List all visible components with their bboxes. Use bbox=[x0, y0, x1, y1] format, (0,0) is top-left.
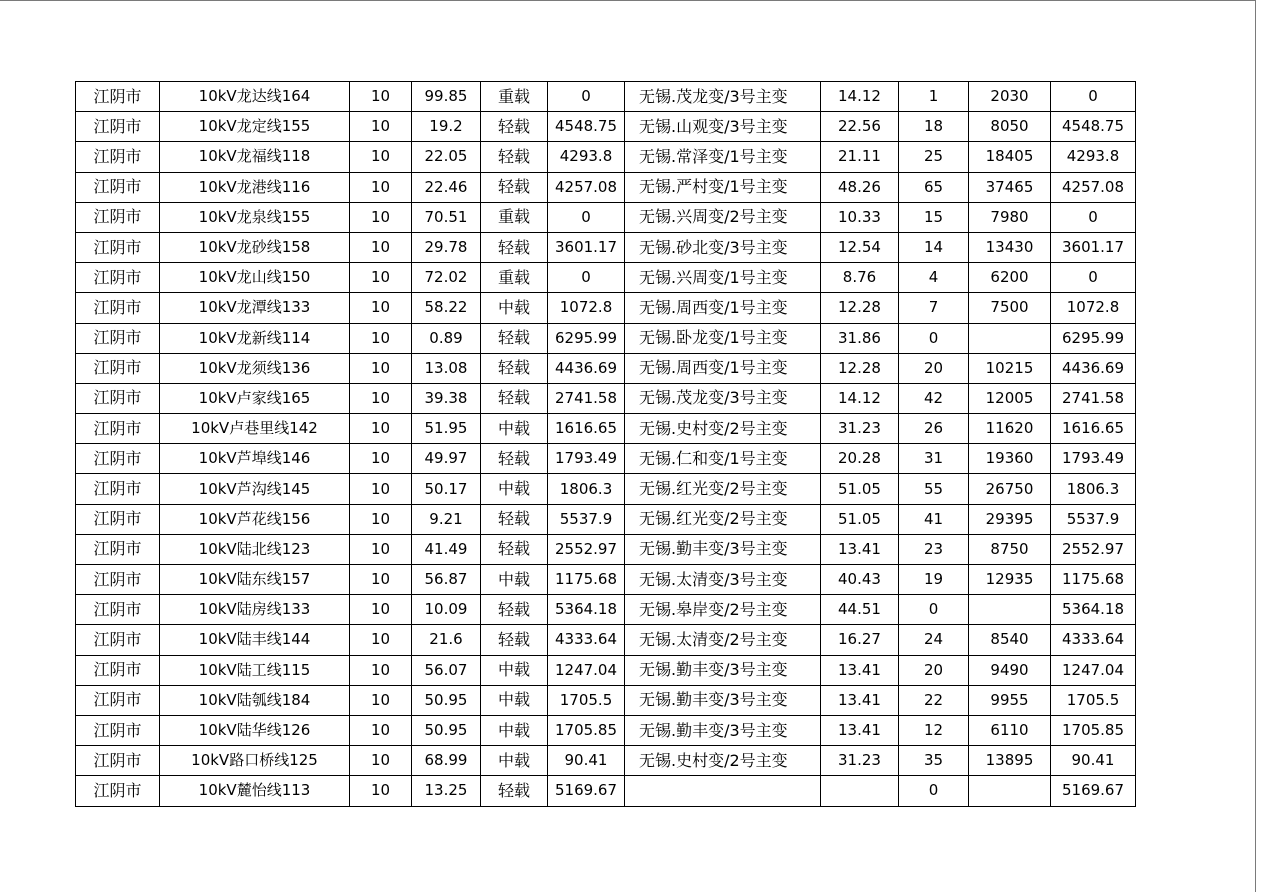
cell-load-status: 中载 bbox=[481, 414, 548, 444]
table-row bbox=[76, 474, 1136, 504]
table-row bbox=[76, 232, 1136, 262]
cell-remaining-capacity: 1705.85 bbox=[1051, 715, 1136, 745]
cell-load-status: 轻载 bbox=[481, 444, 548, 474]
cell-remaining-capacity: 1072.8 bbox=[1051, 293, 1136, 323]
cell-load-rate: 68.99 bbox=[412, 746, 481, 776]
cell-remaining-capacity: 4548.75 bbox=[1051, 112, 1136, 142]
cell-count: 1 bbox=[899, 82, 969, 112]
cell-load-rate: 41.49 bbox=[412, 534, 481, 564]
cell-line-name: 10kV龙山线150 bbox=[160, 263, 350, 293]
cell-substation-transformer: 无锡.勤丰变/3号主变 bbox=[625, 655, 821, 685]
cell-voltage: 10 bbox=[350, 595, 412, 625]
table-row bbox=[76, 353, 1136, 383]
cell-voltage: 10 bbox=[350, 504, 412, 534]
table-row bbox=[76, 444, 1136, 474]
cell-count: 18 bbox=[899, 112, 969, 142]
cell-count: 42 bbox=[899, 383, 969, 413]
cell-city: 江阴市 bbox=[76, 383, 160, 413]
cell-load-rate: 50.95 bbox=[412, 715, 481, 745]
cell-available-capacity: 2552.97 bbox=[548, 534, 625, 564]
cell-load-rate: 22.05 bbox=[412, 142, 481, 172]
cell-available-capacity: 4333.64 bbox=[548, 625, 625, 655]
cell-load-status: 中载 bbox=[481, 655, 548, 685]
cell-count: 0 bbox=[899, 776, 969, 806]
table-row bbox=[76, 565, 1136, 595]
cell-load-status: 轻载 bbox=[481, 534, 548, 564]
cell-count: 14 bbox=[899, 232, 969, 262]
cell-load-rate: 21.6 bbox=[412, 625, 481, 655]
cell-available-capacity: 1705.5 bbox=[548, 685, 625, 715]
cell-load-rate: 0.89 bbox=[412, 323, 481, 353]
cell-available-capacity: 1072.8 bbox=[548, 293, 625, 323]
cell-remaining-capacity: 1806.3 bbox=[1051, 474, 1136, 504]
cell-available-capacity: 0 bbox=[548, 82, 625, 112]
cell-load-status: 中载 bbox=[481, 685, 548, 715]
cell-available-capacity: 4548.75 bbox=[548, 112, 625, 142]
cell-capacity: 19360 bbox=[969, 444, 1051, 474]
cell-capacity: 29395 bbox=[969, 504, 1051, 534]
cell-line-name: 10kV龙须线136 bbox=[160, 353, 350, 383]
cell-available-capacity: 4436.69 bbox=[548, 353, 625, 383]
cell-count: 41 bbox=[899, 504, 969, 534]
cell-load-status: 重载 bbox=[481, 202, 548, 232]
cell-city: 江阴市 bbox=[76, 142, 160, 172]
cell-capacity: 18405 bbox=[969, 142, 1051, 172]
cell-capacity: 6200 bbox=[969, 263, 1051, 293]
cell-capacity bbox=[969, 776, 1051, 806]
cell-available-capacity: 5364.18 bbox=[548, 595, 625, 625]
cell-substation-transformer: 无锡.兴周变/1号主变 bbox=[625, 263, 821, 293]
table-row bbox=[76, 172, 1136, 202]
cell-capacity: 8540 bbox=[969, 625, 1051, 655]
cell-count: 23 bbox=[899, 534, 969, 564]
cell-line-name: 10kV麓怡线113 bbox=[160, 776, 350, 806]
cell-substation-transformer: 无锡.勤丰变/3号主变 bbox=[625, 534, 821, 564]
cell-capacity bbox=[969, 595, 1051, 625]
cell-substation-transformer: 无锡.勤丰变/3号主变 bbox=[625, 715, 821, 745]
cell-capacity bbox=[969, 323, 1051, 353]
cell-remaining-capacity: 5169.67 bbox=[1051, 776, 1136, 806]
cell-load-rate: 49.97 bbox=[412, 444, 481, 474]
table-row bbox=[76, 595, 1136, 625]
cell-substation-transformer bbox=[625, 776, 821, 806]
cell-line-name: 10kV龙潭线133 bbox=[160, 293, 350, 323]
table-row bbox=[76, 82, 1136, 112]
table-row bbox=[76, 323, 1136, 353]
cell-substation-transformer: 无锡.史村变/2号主变 bbox=[625, 746, 821, 776]
cell-city: 江阴市 bbox=[76, 534, 160, 564]
cell-substation-transformer: 无锡.卧龙变/1号主变 bbox=[625, 323, 821, 353]
cell-load-rate: 50.95 bbox=[412, 685, 481, 715]
feeder-load-table bbox=[75, 81, 1136, 807]
cell-count: 7 bbox=[899, 293, 969, 323]
cell-load-rate: 13.08 bbox=[412, 353, 481, 383]
cell-transformer-load-rate: 22.56 bbox=[821, 112, 899, 142]
table-body bbox=[76, 82, 1136, 807]
cell-count: 35 bbox=[899, 746, 969, 776]
cell-count: 0 bbox=[899, 595, 969, 625]
cell-load-status: 轻载 bbox=[481, 504, 548, 534]
cell-load-status: 轻载 bbox=[481, 625, 548, 655]
cell-transformer-load-rate bbox=[821, 776, 899, 806]
cell-voltage: 10 bbox=[350, 202, 412, 232]
cell-load-status: 轻载 bbox=[481, 776, 548, 806]
table-row bbox=[76, 534, 1136, 564]
cell-city: 江阴市 bbox=[76, 232, 160, 262]
cell-city: 江阴市 bbox=[76, 263, 160, 293]
cell-count: 20 bbox=[899, 353, 969, 383]
cell-available-capacity: 4257.08 bbox=[548, 172, 625, 202]
cell-remaining-capacity: 1705.5 bbox=[1051, 685, 1136, 715]
cell-city: 江阴市 bbox=[76, 293, 160, 323]
cell-voltage: 10 bbox=[350, 746, 412, 776]
cell-line-name: 10kV陆房线133 bbox=[160, 595, 350, 625]
cell-voltage: 10 bbox=[350, 715, 412, 745]
cell-capacity: 7500 bbox=[969, 293, 1051, 323]
cell-transformer-load-rate: 13.41 bbox=[821, 685, 899, 715]
cell-capacity: 6110 bbox=[969, 715, 1051, 745]
cell-line-name: 10kV龙港线116 bbox=[160, 172, 350, 202]
table-row bbox=[76, 112, 1136, 142]
cell-capacity: 12935 bbox=[969, 565, 1051, 595]
cell-transformer-load-rate: 10.33 bbox=[821, 202, 899, 232]
cell-count: 25 bbox=[899, 142, 969, 172]
cell-city: 江阴市 bbox=[76, 685, 160, 715]
cell-voltage: 10 bbox=[350, 172, 412, 202]
cell-voltage: 10 bbox=[350, 82, 412, 112]
table-row bbox=[76, 504, 1136, 534]
cell-load-rate: 72.02 bbox=[412, 263, 481, 293]
cell-city: 江阴市 bbox=[76, 625, 160, 655]
cell-count: 22 bbox=[899, 685, 969, 715]
cell-voltage: 10 bbox=[350, 625, 412, 655]
cell-capacity: 37465 bbox=[969, 172, 1051, 202]
cell-available-capacity: 90.41 bbox=[548, 746, 625, 776]
cell-city: 江阴市 bbox=[76, 323, 160, 353]
table-row bbox=[76, 625, 1136, 655]
cell-count: 19 bbox=[899, 565, 969, 595]
cell-remaining-capacity: 0 bbox=[1051, 202, 1136, 232]
cell-available-capacity: 1705.85 bbox=[548, 715, 625, 745]
cell-available-capacity: 5537.9 bbox=[548, 504, 625, 534]
cell-load-rate: 13.25 bbox=[412, 776, 481, 806]
cell-count: 55 bbox=[899, 474, 969, 504]
cell-transformer-load-rate: 16.27 bbox=[821, 625, 899, 655]
cell-capacity: 11620 bbox=[969, 414, 1051, 444]
cell-voltage: 10 bbox=[350, 293, 412, 323]
cell-transformer-load-rate: 14.12 bbox=[821, 383, 899, 413]
cell-substation-transformer: 无锡.太清变/3号主变 bbox=[625, 565, 821, 595]
cell-available-capacity: 3601.17 bbox=[548, 232, 625, 262]
cell-remaining-capacity: 4293.8 bbox=[1051, 142, 1136, 172]
cell-load-rate: 58.22 bbox=[412, 293, 481, 323]
cell-transformer-load-rate: 13.41 bbox=[821, 715, 899, 745]
cell-line-name: 10kV龙福线118 bbox=[160, 142, 350, 172]
table-row bbox=[76, 776, 1136, 806]
cell-remaining-capacity: 1793.49 bbox=[1051, 444, 1136, 474]
cell-load-rate: 51.95 bbox=[412, 414, 481, 444]
cell-capacity: 10215 bbox=[969, 353, 1051, 383]
cell-line-name: 10kV龙砂线158 bbox=[160, 232, 350, 262]
cell-voltage: 10 bbox=[350, 685, 412, 715]
cell-transformer-load-rate: 12.54 bbox=[821, 232, 899, 262]
cell-count: 15 bbox=[899, 202, 969, 232]
table-row bbox=[76, 685, 1136, 715]
cell-substation-transformer: 无锡.仁和变/1号主变 bbox=[625, 444, 821, 474]
cell-remaining-capacity: 6295.99 bbox=[1051, 323, 1136, 353]
cell-substation-transformer: 无锡.勤丰变/3号主变 bbox=[625, 685, 821, 715]
cell-capacity: 7980 bbox=[969, 202, 1051, 232]
cell-load-status: 轻载 bbox=[481, 383, 548, 413]
cell-load-status: 轻载 bbox=[481, 323, 548, 353]
cell-city: 江阴市 bbox=[76, 715, 160, 745]
cell-line-name: 10kV芦沟线145 bbox=[160, 474, 350, 504]
cell-voltage: 10 bbox=[350, 112, 412, 142]
cell-substation-transformer: 无锡.史村变/2号主变 bbox=[625, 414, 821, 444]
cell-count: 24 bbox=[899, 625, 969, 655]
cell-substation-transformer: 无锡.周西变/1号主变 bbox=[625, 353, 821, 383]
cell-voltage: 10 bbox=[350, 383, 412, 413]
cell-available-capacity: 4293.8 bbox=[548, 142, 625, 172]
cell-load-rate: 56.87 bbox=[412, 565, 481, 595]
cell-capacity: 8750 bbox=[969, 534, 1051, 564]
cell-line-name: 10kV陆北线123 bbox=[160, 534, 350, 564]
cell-transformer-load-rate: 20.28 bbox=[821, 444, 899, 474]
cell-available-capacity: 5169.67 bbox=[548, 776, 625, 806]
cell-remaining-capacity: 5364.18 bbox=[1051, 595, 1136, 625]
cell-load-status: 重载 bbox=[481, 82, 548, 112]
cell-substation-transformer: 无锡.红光变/2号主变 bbox=[625, 474, 821, 504]
cell-city: 江阴市 bbox=[76, 202, 160, 232]
cell-transformer-load-rate: 51.05 bbox=[821, 474, 899, 504]
cell-transformer-load-rate: 21.11 bbox=[821, 142, 899, 172]
cell-load-status: 中载 bbox=[481, 474, 548, 504]
cell-substation-transformer: 无锡.皋岸变/2号主变 bbox=[625, 595, 821, 625]
cell-city: 江阴市 bbox=[76, 353, 160, 383]
cell-line-name: 10kV陆华线126 bbox=[160, 715, 350, 745]
cell-load-status: 轻载 bbox=[481, 172, 548, 202]
cell-available-capacity: 2741.58 bbox=[548, 383, 625, 413]
cell-voltage: 10 bbox=[350, 353, 412, 383]
cell-remaining-capacity: 2741.58 bbox=[1051, 383, 1136, 413]
cell-substation-transformer: 无锡.茂龙变/3号主变 bbox=[625, 383, 821, 413]
cell-load-rate: 19.2 bbox=[412, 112, 481, 142]
cell-line-name: 10kV芦埠线146 bbox=[160, 444, 350, 474]
cell-line-name: 10kV芦花线156 bbox=[160, 504, 350, 534]
cell-voltage: 10 bbox=[350, 655, 412, 685]
cell-remaining-capacity: 5537.9 bbox=[1051, 504, 1136, 534]
cell-transformer-load-rate: 8.76 bbox=[821, 263, 899, 293]
cell-substation-transformer: 无锡.砂北变/3号主变 bbox=[625, 232, 821, 262]
cell-transformer-load-rate: 12.28 bbox=[821, 353, 899, 383]
cell-count: 20 bbox=[899, 655, 969, 685]
cell-city: 江阴市 bbox=[76, 82, 160, 112]
cell-transformer-load-rate: 48.26 bbox=[821, 172, 899, 202]
cell-substation-transformer: 无锡.常泽变/1号主变 bbox=[625, 142, 821, 172]
cell-load-status: 中载 bbox=[481, 293, 548, 323]
cell-available-capacity: 1175.68 bbox=[548, 565, 625, 595]
cell-city: 江阴市 bbox=[76, 746, 160, 776]
cell-count: 65 bbox=[899, 172, 969, 202]
cell-count: 31 bbox=[899, 444, 969, 474]
cell-available-capacity: 1247.04 bbox=[548, 655, 625, 685]
table-row bbox=[76, 746, 1136, 776]
cell-load-rate: 39.38 bbox=[412, 383, 481, 413]
cell-available-capacity: 1793.49 bbox=[548, 444, 625, 474]
cell-city: 江阴市 bbox=[76, 474, 160, 504]
cell-available-capacity: 0 bbox=[548, 202, 625, 232]
cell-substation-transformer: 无锡.山观变/3号主变 bbox=[625, 112, 821, 142]
cell-voltage: 10 bbox=[350, 414, 412, 444]
cell-capacity: 2030 bbox=[969, 82, 1051, 112]
cell-city: 江阴市 bbox=[76, 172, 160, 202]
cell-load-rate: 22.46 bbox=[412, 172, 481, 202]
cell-remaining-capacity: 1616.65 bbox=[1051, 414, 1136, 444]
cell-substation-transformer: 无锡.严村变/1号主变 bbox=[625, 172, 821, 202]
cell-available-capacity: 1616.65 bbox=[548, 414, 625, 444]
cell-capacity: 12005 bbox=[969, 383, 1051, 413]
cell-load-status: 中载 bbox=[481, 565, 548, 595]
cell-load-rate: 29.78 bbox=[412, 232, 481, 262]
cell-load-status: 轻载 bbox=[481, 353, 548, 383]
cell-load-status: 重载 bbox=[481, 263, 548, 293]
cell-line-name: 10kV龙泉线155 bbox=[160, 202, 350, 232]
cell-load-status: 中载 bbox=[481, 746, 548, 776]
table-row bbox=[76, 414, 1136, 444]
cell-remaining-capacity: 1247.04 bbox=[1051, 655, 1136, 685]
cell-remaining-capacity: 2552.97 bbox=[1051, 534, 1136, 564]
cell-substation-transformer: 无锡.周西变/1号主变 bbox=[625, 293, 821, 323]
cell-substation-transformer: 无锡.兴周变/2号主变 bbox=[625, 202, 821, 232]
cell-transformer-load-rate: 44.51 bbox=[821, 595, 899, 625]
cell-capacity: 13895 bbox=[969, 746, 1051, 776]
cell-load-rate: 99.85 bbox=[412, 82, 481, 112]
cell-transformer-load-rate: 14.12 bbox=[821, 82, 899, 112]
cell-load-status: 轻载 bbox=[481, 142, 548, 172]
table-row bbox=[76, 263, 1136, 293]
table-row bbox=[76, 293, 1136, 323]
cell-city: 江阴市 bbox=[76, 444, 160, 474]
cell-transformer-load-rate: 31.23 bbox=[821, 414, 899, 444]
cell-remaining-capacity: 3601.17 bbox=[1051, 232, 1136, 262]
cell-city: 江阴市 bbox=[76, 655, 160, 685]
cell-count: 4 bbox=[899, 263, 969, 293]
table-row bbox=[76, 715, 1136, 745]
table-row bbox=[76, 383, 1136, 413]
cell-line-name: 10kV卢家线165 bbox=[160, 383, 350, 413]
cell-transformer-load-rate: 12.28 bbox=[821, 293, 899, 323]
table-row bbox=[76, 142, 1136, 172]
cell-load-rate: 10.09 bbox=[412, 595, 481, 625]
cell-load-status: 轻载 bbox=[481, 595, 548, 625]
cell-line-name: 10kV龙定线155 bbox=[160, 112, 350, 142]
cell-city: 江阴市 bbox=[76, 112, 160, 142]
cell-load-rate: 9.21 bbox=[412, 504, 481, 534]
cell-transformer-load-rate: 31.23 bbox=[821, 746, 899, 776]
cell-count: 26 bbox=[899, 414, 969, 444]
cell-remaining-capacity: 1175.68 bbox=[1051, 565, 1136, 595]
cell-available-capacity: 0 bbox=[548, 263, 625, 293]
cell-load-status: 中载 bbox=[481, 715, 548, 745]
cell-remaining-capacity: 4257.08 bbox=[1051, 172, 1136, 202]
cell-load-status: 轻载 bbox=[481, 112, 548, 142]
cell-city: 江阴市 bbox=[76, 595, 160, 625]
cell-transformer-load-rate: 13.41 bbox=[821, 655, 899, 685]
cell-load-rate: 70.51 bbox=[412, 202, 481, 232]
table-row bbox=[76, 655, 1136, 685]
cell-line-name: 10kV陆工线115 bbox=[160, 655, 350, 685]
cell-line-name: 10kV龙新线114 bbox=[160, 323, 350, 353]
cell-line-name: 10kV卢巷里线142 bbox=[160, 414, 350, 444]
cell-transformer-load-rate: 51.05 bbox=[821, 504, 899, 534]
cell-voltage: 10 bbox=[350, 323, 412, 353]
cell-count: 0 bbox=[899, 323, 969, 353]
cell-available-capacity: 1806.3 bbox=[548, 474, 625, 504]
cell-line-name: 10kV陆丰线144 bbox=[160, 625, 350, 655]
cell-load-status: 轻载 bbox=[481, 232, 548, 262]
cell-voltage: 10 bbox=[350, 263, 412, 293]
cell-available-capacity: 6295.99 bbox=[548, 323, 625, 353]
cell-city: 江阴市 bbox=[76, 565, 160, 595]
cell-voltage: 10 bbox=[350, 565, 412, 595]
cell-voltage: 10 bbox=[350, 444, 412, 474]
cell-substation-transformer: 无锡.红光变/2号主变 bbox=[625, 504, 821, 534]
cell-city: 江阴市 bbox=[76, 414, 160, 444]
cell-substation-transformer: 无锡.茂龙变/3号主变 bbox=[625, 82, 821, 112]
cell-line-name: 10kV路口桥线125 bbox=[160, 746, 350, 776]
cell-capacity: 9955 bbox=[969, 685, 1051, 715]
cell-transformer-load-rate: 31.86 bbox=[821, 323, 899, 353]
cell-capacity: 8050 bbox=[969, 112, 1051, 142]
cell-substation-transformer: 无锡.太清变/2号主变 bbox=[625, 625, 821, 655]
cell-city: 江阴市 bbox=[76, 776, 160, 806]
cell-voltage: 10 bbox=[350, 534, 412, 564]
cell-voltage: 10 bbox=[350, 232, 412, 262]
cell-voltage: 10 bbox=[350, 474, 412, 504]
cell-line-name: 10kV龙达线164 bbox=[160, 82, 350, 112]
cell-line-name: 10kV陆东线157 bbox=[160, 565, 350, 595]
cell-voltage: 10 bbox=[350, 142, 412, 172]
cell-load-rate: 50.17 bbox=[412, 474, 481, 504]
cell-capacity: 13430 bbox=[969, 232, 1051, 262]
cell-remaining-capacity: 90.41 bbox=[1051, 746, 1136, 776]
cell-voltage: 10 bbox=[350, 776, 412, 806]
cell-transformer-load-rate: 13.41 bbox=[821, 534, 899, 564]
cell-capacity: 9490 bbox=[969, 655, 1051, 685]
cell-count: 12 bbox=[899, 715, 969, 745]
cell-transformer-load-rate: 40.43 bbox=[821, 565, 899, 595]
cell-capacity: 26750 bbox=[969, 474, 1051, 504]
cell-load-rate: 56.07 bbox=[412, 655, 481, 685]
table-row bbox=[76, 202, 1136, 232]
cell-remaining-capacity: 4333.64 bbox=[1051, 625, 1136, 655]
cell-remaining-capacity: 0 bbox=[1051, 263, 1136, 293]
cell-city: 江阴市 bbox=[76, 504, 160, 534]
cell-line-name: 10kV陆瓠线184 bbox=[160, 685, 350, 715]
cell-remaining-capacity: 0 bbox=[1051, 82, 1136, 112]
cell-remaining-capacity: 4436.69 bbox=[1051, 353, 1136, 383]
